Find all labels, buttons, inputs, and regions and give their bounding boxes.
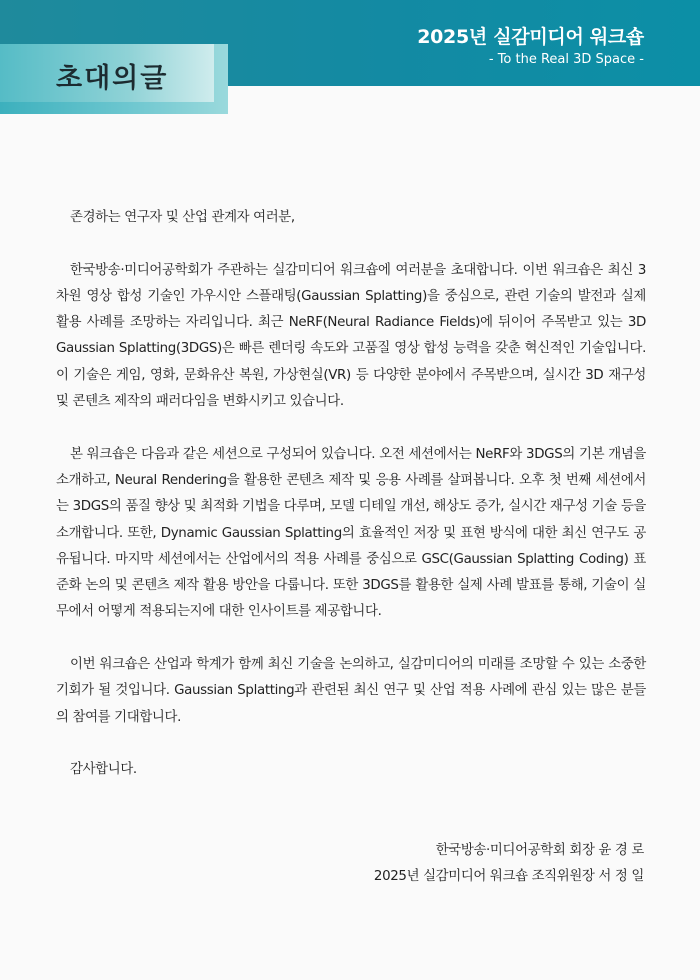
signature-block xyxy=(374,838,644,890)
section-label: 초대의글 xyxy=(56,63,169,94)
sessions-paragraph: 본 워크숍은 다음과 같은 세션으로 구성되어 있습니다. 오전 세션에서는 NeRF와 3DGS의 기본 개념을 소개하고, Neural Rendering을 활용한 콘텐츠 제작 및 응용 사례를 살펴봅니다. 오후 첫 번째 세션에서는 3DGS의 품질 향상 및 최적화 기법을 다루며, 모델 디테일 개선, 해상도 증가, 실시간 재구성 기술 등을 소개합니다. 또한, Dynamic Gaussian Splatting의 효율적인 저장 및 표현 방식에 대한 최신 연구도 공유됩니다. 마지막 세션에서는 산업에서의 적용 사례를 중심으로 GSC(Gaussian Splatting Coding) 표준화 논의 및 콘텐츠 제작 활용 방안을 다룹니다. 또한 3DGS를 활용한 실제 사례 발표를 통해, 기술이 실무에서 어떻게 적용되는지에 대한 인사이트를 제공합니다. xyxy=(56,446,646,620)
letter-body xyxy=(56,205,646,810)
workshop-subtitle: - To the Real 3D Space - xyxy=(488,52,644,67)
intro-paragraph: 한국방송·미디어공학회가 주관하는 실감미디어 워크숍에 여러분을 초대합니다. 이번 워크숍은 최신 3차원 영상 합성 기술인 가우시안 스플래팅(Gaussian Splatting)을 중심으로, 관련 기술의 발전과 실제 활용 사례를 조망하는 자리입니다. 최근 NeRF(Neural Radiance Fields)에 뒤이어 주목받고 있는 3D Gaussian Splatting(3DGS)은 빠른 렌더링 속도와 고품질 영상 합성 능력을 갖춘 혁신적인 기술입니다. 이 기술은 게임, 영화, 문화유산 복원, 가상현실(VR) 등 다양한 분야에서 주목받으며, 실시간 3D 재구성 및 콘텐츠 제작의 패러다임을 변화시키고 있습니다. xyxy=(56,262,646,410)
closing-paragraph: 이번 워크숍은 산업과 학계가 함께 최신 기술을 논의하고, 실감미디어의 미래를 조망할 수 있는 소중한 기회가 될 것입니다. Gaussian Splatting과 관련된 최신 연구 및 산업 적용 사례에 관심 있는 많은 분들의 참여를 기대합니다. xyxy=(56,657,646,725)
greeting-paragraph: 존경하는 연구자 및 산업 관계자 여러분, xyxy=(70,210,295,225)
signature-line-chair: 2025년 실감미디어 워크숍 조직위원장 서 정 일 xyxy=(373,869,644,884)
thanks-paragraph: 감사합니다. xyxy=(70,762,137,778)
signature-line-president: 한국방송·미디어공학회 회장 윤 경 로 xyxy=(435,843,644,858)
workshop-title: 2025년 실감미디어 워크숍 xyxy=(417,26,644,48)
